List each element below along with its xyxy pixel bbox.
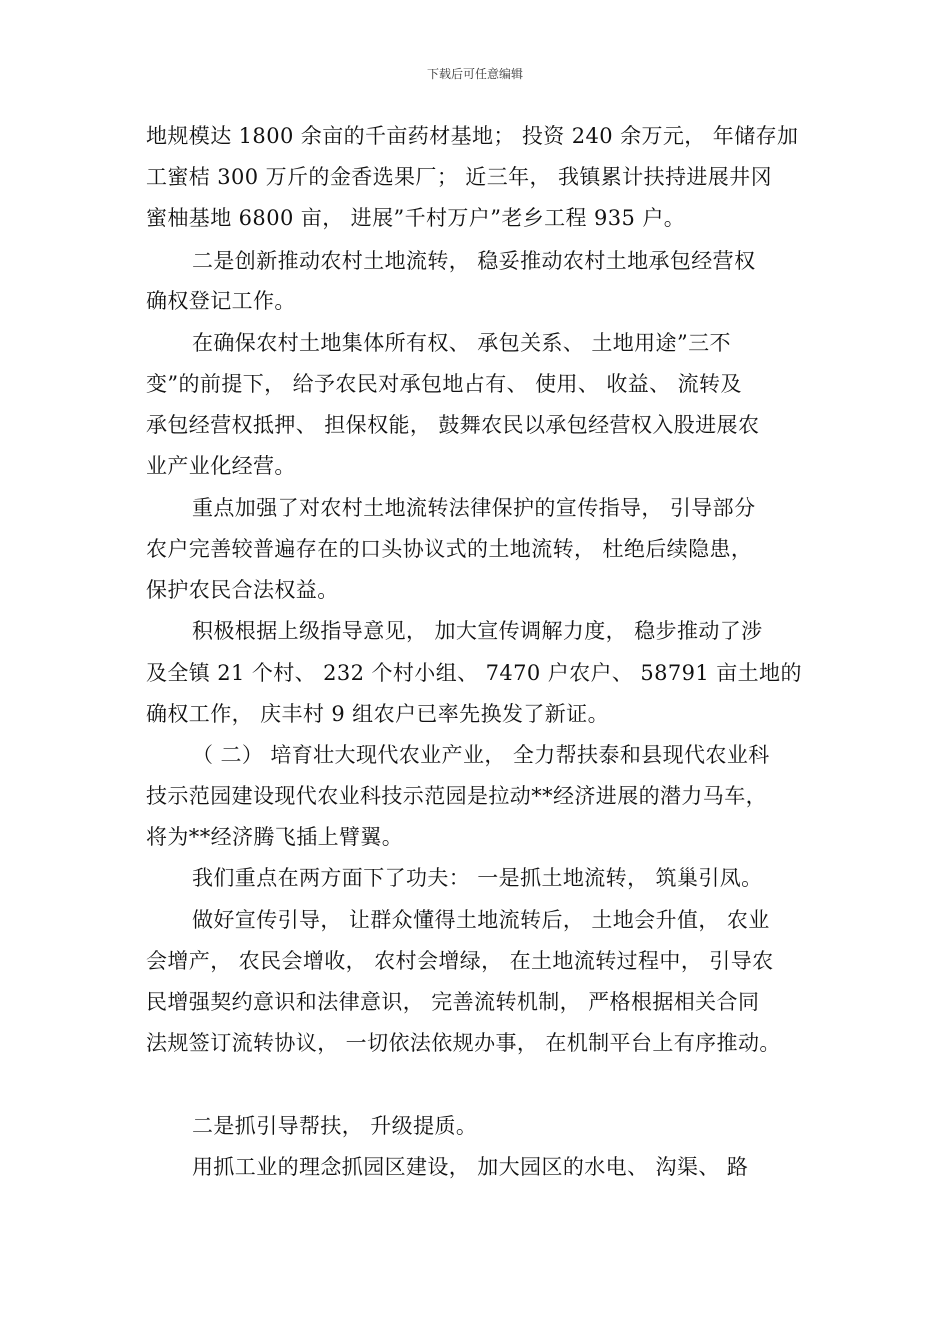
text-line: 将为**经济腾飞插上臂翼。 (146, 825, 404, 849)
text-line: 及全镇 21 个村、 232 个村小组、 7470 户农户、 58791 亩土地的 (146, 661, 802, 685)
text-line: 二是抓引导帮扶， 升级提质。 (192, 1114, 478, 1138)
text-line: 蜜柚基地 6800 亩， 进展”千村万户”老乡工程 935 户。 (146, 206, 686, 230)
text-line: 变”的前提下， 给予农民对承包地占有、 使用、 收益、 流转及 (146, 372, 742, 396)
text-line: 会增产， 农民会增收， 农村会增绿， 在土地流转过程中， 引导农 (146, 949, 774, 973)
text-line: 我们重点在两方面下了功夫： 一是抓土地流转， 筑巢引凤。 (192, 866, 763, 890)
text-line: 在确保农村土地集体所有权、 承包关系、 土地用途”三不 (192, 331, 731, 355)
text-line: 工蜜桔 300 万斤的金香选果厂； 近三年， 我镇累计扶持进展井冈 (146, 165, 772, 189)
text-line: 确权登记工作。 (146, 289, 296, 313)
text-line: 保护农民合法权益。 (146, 578, 339, 602)
text-line: 农户完善较普遍存在的口头协议式的土地流转， 杜绝后续隐患， (146, 537, 753, 561)
text-line: 法规签订流转协议， 一切依法依规办事， 在机制平台上有序推动。 (146, 1031, 781, 1055)
text-line: 积极根据上级指导意见， 加大宣传调解力度， 稳步推动了涉 (192, 619, 763, 643)
text-line: 技示范园建设现代农业科技示范园是拉动**经济进展的潜力马车， (146, 784, 767, 808)
text-line: 做好宣传引导， 让群众懂得土地流转后， 土地会升值， 农业 (192, 908, 770, 932)
text-line: 确权工作， 庆丰村 9 组农户已率先换发了新证。 (146, 702, 609, 726)
text-line: 用抓工业的理念抓园区建设， 加大园区的水电、 沟渠、 路 (192, 1155, 749, 1179)
text-line: 重点加强了对农村土地流转法律保护的宣传指导， 引导部分 (192, 496, 756, 520)
text-line: 承包经营权抵押、 担保权能， 鼓舞农民以承包经营权入股进展农 (146, 413, 760, 437)
text-line: （ 二） 培育壮大现代农业产业， 全力帮扶泰和县现代农业科 (192, 743, 770, 767)
text-line: 二是创新推动农村土地流转， 稳妥推动农村土地承包经营权 (192, 249, 756, 273)
text-line: 地规模达 1800 余亩的千亩药材基地； 投资 240 余万元， 年储存加 (146, 124, 799, 148)
text-line: 业产业化经营。 (146, 454, 296, 478)
page-header: 下载后可任意编辑 (426, 67, 523, 81)
text-line: 民增强契约意识和法律意识， 完善流转机制， 严格根据相关合同 (146, 990, 760, 1014)
